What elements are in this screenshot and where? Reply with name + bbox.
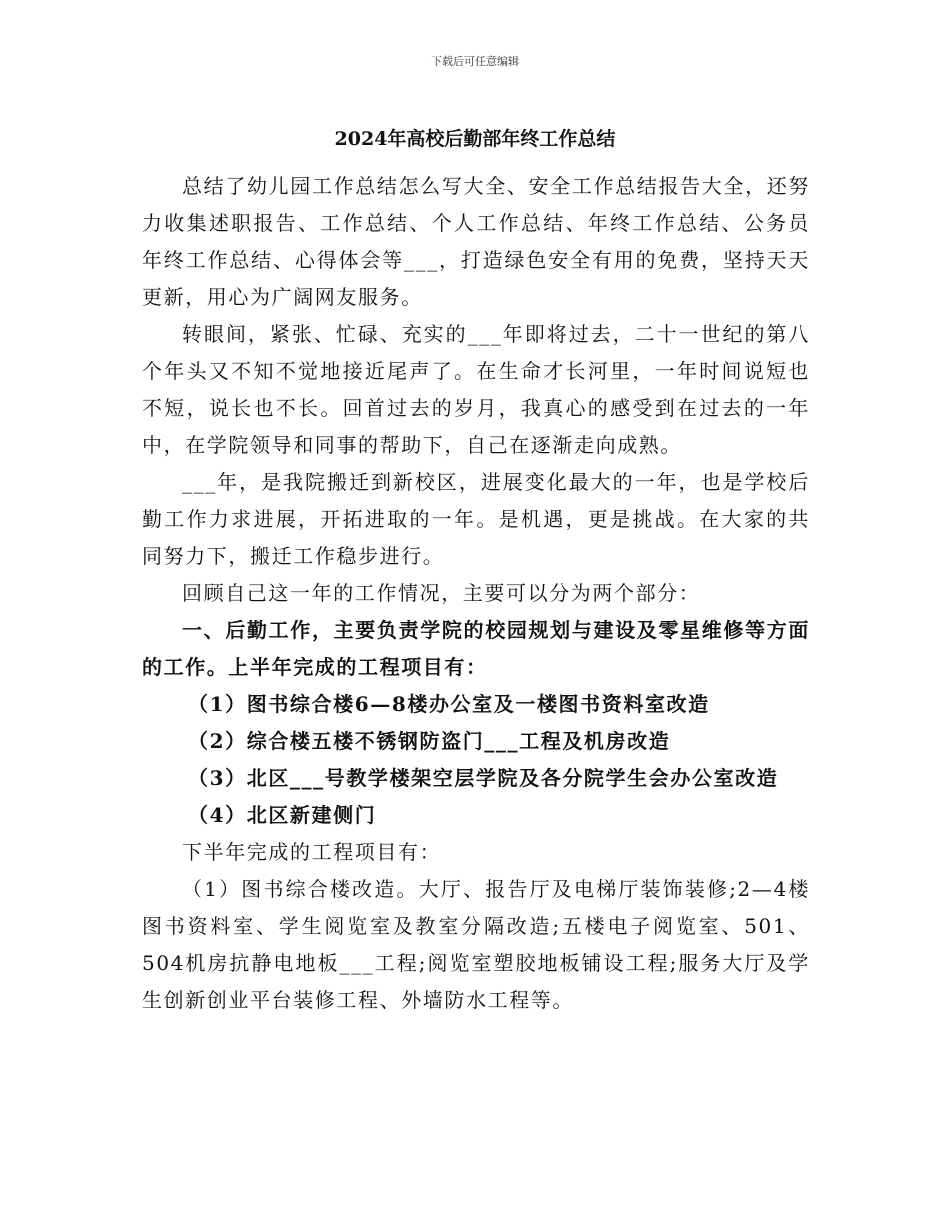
page-header-note: 下载后可任意编辑 — [431, 55, 519, 68]
section-heading: 一、后勤工作，主要负责学院的校园规划与建设及零星维修等方面的工作。上半年完成的工程项目有： — [142, 618, 810, 679]
first-half-item: （4）北区新建侧门 — [188, 803, 377, 827]
body-paragraph: 转眼间，紧张、忙碌、充实的___年即将过去，二十一世纪的第八个年头又不知不觉地接近尾声了。在生命才长河里，一年时间说短也不短，说长也不长。回首过去的岁月，我真心的感受到在过去的一年中，在学院领导和同事的帮助下，自己在逐渐走向成熟。 — [142, 322, 810, 457]
first-half-item: （2）综合楼五楼不锈钢防盗门___工程及机房改造 — [188, 729, 671, 753]
body-paragraph: 回顾自己这一年的工作情况，主要可以分为两个部分： — [182, 581, 701, 605]
first-half-item: （1）图书综合楼6—8楼办公室及一楼图书资料室改造 — [188, 692, 710, 716]
second-half-intro: 下半年完成的工程项目有： — [182, 840, 442, 864]
body-paragraph: ___年，是我院搬迁到新校区，进展变化最大的一年，也是学校后勤工作力求进展，开拓进取的一年。是机遇，更是挑战。在大家的共同努力下，搬迁工作稳步进行。 — [142, 470, 810, 568]
intro-paragraph: 总结了幼儿园工作总结怎么写大全、安全工作总结报告大全，还努力收集述职报告、工作总结、个人工作总结、年终工作总结、公务员年终工作总结、心得体会等___，打造绿色安全有用的免费，坚持天天更新，用心为广阔网友服务。 — [142, 174, 810, 309]
second-half-item: （1）图书综合楼改造。大厅、报告厅及电梯厅装饰装修;2—4楼图书资料室、学生阅览室及教室分隔改造;五楼电子阅览室、501、504机房抗静电地板___工程;阅览室塑胶地板铺设工程;服务大厅及学生创新创业平台装修工程、外墙防水工程等。 — [142, 877, 810, 1012]
first-half-item: （3）北区___号教学楼架空层学院及各分院学生会办公室改造 — [188, 766, 779, 790]
document-body — [142, 168, 810, 1019]
document-title: 2024年高校后勤部年终工作总结 — [334, 128, 616, 150]
